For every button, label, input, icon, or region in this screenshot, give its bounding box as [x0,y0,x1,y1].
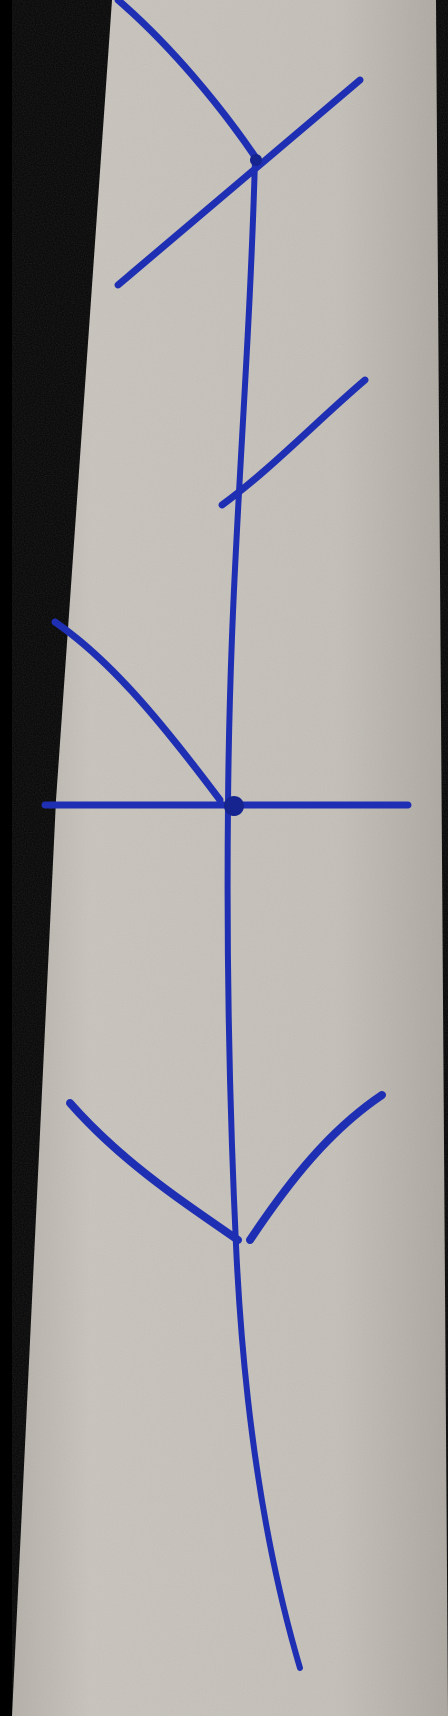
top-junction-dot [250,154,262,166]
junction-dot [224,796,244,816]
